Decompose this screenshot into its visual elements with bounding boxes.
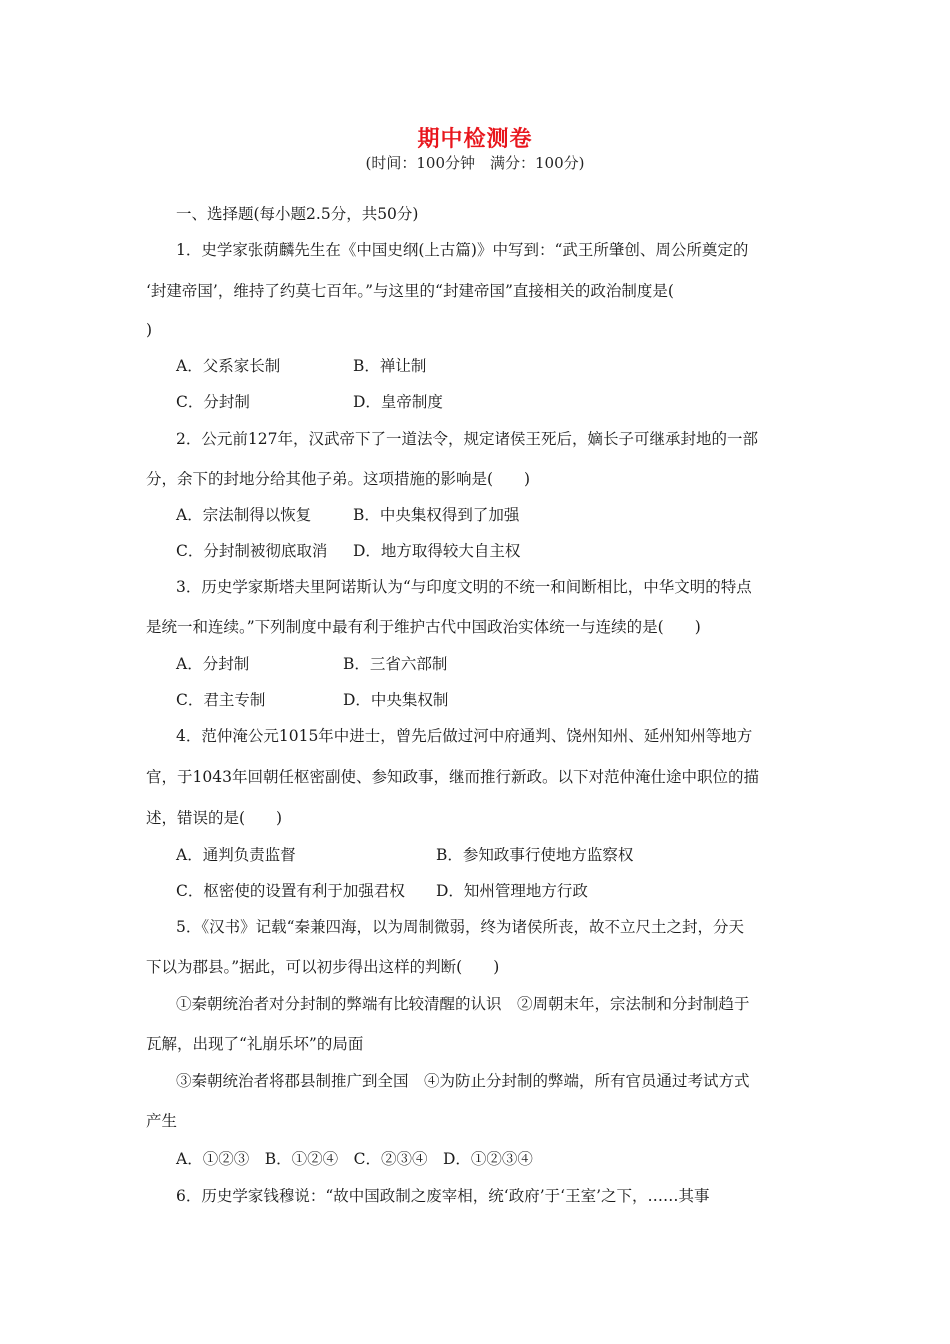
q5-text-line2: 下以为郡县。”据此，可以初步得出这样的判断( ) [146,958,500,976]
q2-option-c: C．分封制被彻底取消 [176,542,328,560]
q2-option-d: D．地方取得较大自主权 [353,542,521,560]
q4-option-b: B．参知政事行使地方监察权 [436,846,634,864]
q3-option-d: D．中央集权制 [343,691,449,709]
q2-option-b: B．中央集权得到了加强 [353,506,520,524]
q3-option-b: B．三省六部制 [343,655,448,673]
q1-option-c: C．分封制 [176,393,250,411]
q4-text-line3: 述，错误的是( ) [146,809,283,827]
q2-text-line1: 2．公元前127年，汉武帝下了一道法令，规定诸侯王死后，嫡长子可继承封地的一部 [176,430,758,448]
q4-option-d: D．知州管理地方行政 [436,882,588,900]
q1-option-b: B．禅让制 [353,357,427,375]
q1-option-d: D．皇帝制度 [353,393,443,411]
q5-statement-1-2: ①秦朝统治者对分封制的弊端有比较清醒的认识 ②周朝末年，宗法制和分封制趋于 [176,995,750,1013]
q5-text-line1: 5．《汉书》记载“秦兼四海，以为周制微弱，终为诸侯所丧，故不立尺土之封，分天 [176,918,745,936]
q6-text-line1: 6．历史学家钱穆说：“故中国政制之废宰相，统‘政府’于‘王室’之下，……其事 [176,1187,710,1205]
q3-text-line2: 是统一和连续。”下列制度中最有利于维护古代中国政治实体统一与连续的是( ) [146,618,701,636]
q2-option-a: A．宗法制得以恢复 [176,506,312,524]
q1-text-line1: 1．史学家张荫麟先生在《中国史纲(上古篇)》中写到：“武王所肇创、周公所奠定的 [176,241,749,259]
q5-statement-3-4: ③秦朝统治者将郡县制推广到全国 ④为防止分封制的弊端，所有官员通过考试方式 [176,1072,750,1090]
q1-text-line2: ‘封建帝国’，维持了约莫七百年。”与这里的“封建帝国”直接相关的政治制度是( [146,282,674,300]
q5-statement-4-cont: 产生 [146,1112,178,1130]
q1-option-a: A．父系家长制 [176,357,281,375]
q2-text-line2: 分，余下的封地分给其他子弟。这项措施的影响是( ) [146,470,531,488]
section-heading: 一、选择题(每小题2.5分，共50分) [176,205,419,223]
q5-statement-2-cont: 瓦解，出现了“礼崩乐坏”的局面 [146,1035,364,1053]
q4-option-c: C．枢密使的设置有利于加强君权 [176,882,405,900]
q3-option-a: A．分封制 [176,655,250,673]
q4-option-a: A．通判负责监督 [176,846,296,864]
q5-options: A．①②③ B．①②④ C．②③④ D．①②③④ [176,1150,533,1168]
q3-option-c: C．君主专制 [176,691,266,709]
q4-text-line1: 4．范仲淹公元1015年中进士，曾先后做过河中府通判、饶州知州、延州知州等地方 [176,727,753,745]
q3-text-line1: 3．历史学家斯塔夫里阿诺斯认为“与印度文明的不统一和间断相比，中华文明的特点 [176,578,752,596]
page-title: 期中检测卷 [417,127,533,152]
exam-time-score: (时间：100分钟 满分：100分) [365,154,585,172]
q1-text-line3: ) [146,321,153,339]
q4-text-line2: 官，于1043年回朝任枢密副使、参知政事，继而推行新政。以下对范仲淹仕途中职位的描 [146,768,759,786]
